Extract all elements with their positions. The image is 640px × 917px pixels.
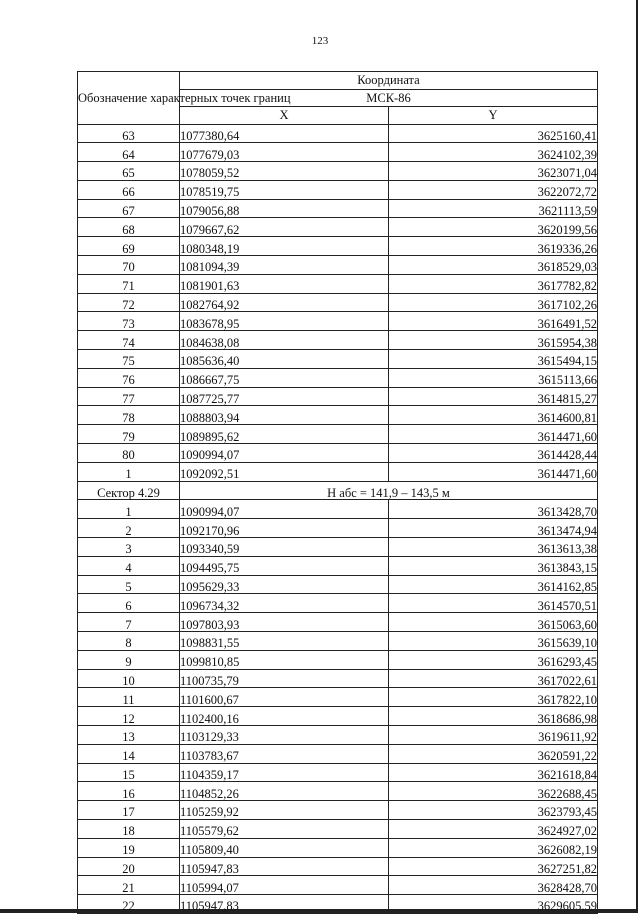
table-row (78, 462, 598, 481)
y-coordinate-cell: 3615639,10 (389, 632, 598, 651)
y-coordinate-cell: 3614428,44 (389, 444, 598, 463)
y-coordinate-cell: 3614471,60 (389, 425, 598, 444)
y-coordinate-cell: 3614162,85 (389, 575, 598, 594)
point-number-cell: 6 (78, 594, 180, 613)
table-row (78, 707, 598, 726)
table-row (78, 331, 598, 350)
y-coordinate-cell: 3614570,51 (389, 594, 598, 613)
x-coordinate-cell: 1078519,75 (180, 180, 389, 199)
y-coordinate-cell: 3616293,45 (389, 650, 598, 669)
point-number-cell: 14 (78, 744, 180, 763)
point-number-cell: 70 (78, 256, 180, 275)
point-number-cell: 74 (78, 331, 180, 350)
y-coordinate-cell: 3615113,66 (389, 368, 598, 387)
x-coordinate-cell: 1084638,08 (180, 331, 389, 350)
table-row (78, 500, 598, 519)
header-system-label: МСК-86 (180, 89, 598, 107)
y-coordinate-cell: 3623071,04 (389, 162, 598, 181)
y-coordinate-cell: 3621113,59 (389, 199, 598, 218)
y-coordinate-cell: 3623793,45 (389, 801, 598, 820)
table-row (78, 669, 598, 688)
y-coordinate-cell: 3618529,03 (389, 256, 598, 275)
point-number-cell: 5 (78, 575, 180, 594)
y-coordinate-cell: 3622688,45 (389, 782, 598, 801)
point-number-cell: 15 (78, 763, 180, 782)
table-row (78, 782, 598, 801)
y-coordinate-cell: 3616491,52 (389, 312, 598, 331)
table-row (78, 857, 598, 876)
x-coordinate-cell: 1103129,33 (180, 726, 389, 745)
y-coordinate-cell: 3613613,38 (389, 538, 598, 557)
point-number-cell: 16 (78, 782, 180, 801)
table-row (78, 744, 598, 763)
point-number-cell: 18 (78, 819, 180, 838)
point-number-cell: 20 (78, 857, 180, 876)
table-row (78, 143, 598, 162)
x-coordinate-cell: 1083678,95 (180, 312, 389, 331)
x-coordinate-cell: 1101600,67 (180, 688, 389, 707)
table-row (78, 274, 598, 293)
y-coordinate-cell: 3620591,22 (389, 744, 598, 763)
y-coordinate-cell: 3617022,61 (389, 669, 598, 688)
table-row (78, 519, 598, 538)
point-number-cell: 13 (78, 726, 180, 745)
table-row (78, 256, 598, 275)
point-number-cell: 19 (78, 838, 180, 857)
sector-row (78, 481, 598, 500)
table-row (78, 350, 598, 369)
table-row (78, 425, 598, 444)
y-coordinate-cell: 3629605,59 (389, 895, 598, 914)
x-coordinate-cell: 1105579,62 (180, 819, 389, 838)
x-coordinate-cell: 1081901,63 (180, 274, 389, 293)
x-coordinate-cell: 1088803,94 (180, 406, 389, 425)
y-coordinate-cell: 3627251,82 (389, 857, 598, 876)
table-row (78, 312, 598, 331)
table-body-sector-4-29 (78, 500, 598, 914)
x-coordinate-cell: 1104852,26 (180, 782, 389, 801)
coordinates-table (77, 71, 598, 914)
x-coordinate-cell: 1105259,92 (180, 801, 389, 820)
point-number-cell: 7 (78, 613, 180, 632)
y-coordinate-cell: 3615494,15 (389, 350, 598, 369)
x-coordinate-cell: 1079056,88 (180, 199, 389, 218)
y-coordinate-cell: 3619611,92 (389, 726, 598, 745)
table-row (78, 406, 598, 425)
point-number-cell: 69 (78, 237, 180, 256)
header-x-label: X (180, 107, 389, 125)
point-number-cell: 10 (78, 669, 180, 688)
point-number-cell: 79 (78, 425, 180, 444)
x-coordinate-cell: 1079667,62 (180, 218, 389, 237)
point-number-cell: 64 (78, 143, 180, 162)
x-coordinate-cell: 1087725,77 (180, 387, 389, 406)
table-row (78, 650, 598, 669)
x-coordinate-cell: 1092092,51 (180, 462, 389, 481)
x-coordinate-cell: 1105947,83 (180, 895, 389, 914)
y-coordinate-cell: 3614600,81 (389, 406, 598, 425)
x-coordinate-cell: 1080348,19 (180, 237, 389, 256)
y-coordinate-cell: 3617822,10 (389, 688, 598, 707)
header-point-label: Обозначение характерных точек границ (78, 72, 180, 125)
table-row (78, 876, 598, 895)
table-row (78, 801, 598, 820)
table-row (78, 293, 598, 312)
table-body-first-sector (78, 124, 598, 481)
table-row (78, 763, 598, 782)
sector-title: Н абс = 141,9 – 143,5 м (180, 481, 598, 500)
y-coordinate-cell: 3626082,19 (389, 838, 598, 857)
x-coordinate-cell: 1099810,85 (180, 650, 389, 669)
point-number-cell: 78 (78, 406, 180, 425)
y-coordinate-cell: 3613474,94 (389, 519, 598, 538)
y-coordinate-cell: 3628428,70 (389, 876, 598, 895)
table-row (78, 556, 598, 575)
y-coordinate-cell: 3613843,15 (389, 556, 598, 575)
y-coordinate-cell: 3614815,27 (389, 387, 598, 406)
x-coordinate-cell: 1097803,93 (180, 613, 389, 632)
x-coordinate-cell: 1105994,07 (180, 876, 389, 895)
page-number: 123 (311, 35, 329, 47)
y-coordinate-cell: 3617782,82 (389, 274, 598, 293)
x-coordinate-cell: 1096734,32 (180, 594, 389, 613)
table-row (78, 895, 598, 914)
point-number-cell: 65 (78, 162, 180, 181)
x-coordinate-cell: 1077679,03 (180, 143, 389, 162)
table-row (78, 237, 598, 256)
x-coordinate-cell: 1081094,39 (180, 256, 389, 275)
header-coord-label: Координата (180, 72, 598, 90)
table-row (78, 162, 598, 181)
y-coordinate-cell: 3624927,02 (389, 819, 598, 838)
x-coordinate-cell: 1100735,79 (180, 669, 389, 688)
point-number-cell: 3 (78, 538, 180, 557)
point-number-cell: 68 (78, 218, 180, 237)
header-y-label: Y (389, 107, 598, 125)
y-coordinate-cell: 3619336,26 (389, 237, 598, 256)
point-number-cell: 1 (78, 500, 180, 519)
y-coordinate-cell: 3620199,56 (389, 218, 598, 237)
x-coordinate-cell: 1103783,67 (180, 744, 389, 763)
x-coordinate-cell: 1085636,40 (180, 350, 389, 369)
table-row (78, 726, 598, 745)
table-row (78, 575, 598, 594)
x-coordinate-cell: 1102400,16 (180, 707, 389, 726)
point-number-cell: 12 (78, 707, 180, 726)
point-number-cell: 4 (78, 556, 180, 575)
y-coordinate-cell: 3613428,70 (389, 500, 598, 519)
x-coordinate-cell: 1092170,96 (180, 519, 389, 538)
x-coordinate-cell: 1098831,55 (180, 632, 389, 651)
y-coordinate-cell: 3615063,60 (389, 613, 598, 632)
x-coordinate-cell: 1090994,07 (180, 500, 389, 519)
point-number-cell: 67 (78, 199, 180, 218)
point-number-cell: 8 (78, 632, 180, 651)
table-row (78, 594, 598, 613)
point-number-cell: 75 (78, 350, 180, 369)
x-coordinate-cell: 1093340,59 (180, 538, 389, 557)
table-row (78, 632, 598, 651)
y-coordinate-cell: 3622072,72 (389, 180, 598, 199)
point-number-cell: 71 (78, 274, 180, 293)
point-number-cell: 80 (78, 444, 180, 463)
table-row (78, 688, 598, 707)
x-coordinate-cell: 1090994,07 (180, 444, 389, 463)
x-coordinate-cell: 1105809,40 (180, 838, 389, 857)
x-coordinate-cell: 1078059,52 (180, 162, 389, 181)
table-row (78, 124, 598, 143)
y-coordinate-cell: 3615954,38 (389, 331, 598, 350)
table-row (78, 218, 598, 237)
y-coordinate-cell: 3621618,84 (389, 763, 598, 782)
point-number-cell: 1 (78, 462, 180, 481)
x-coordinate-cell: 1089895,62 (180, 425, 389, 444)
point-number-cell: 2 (78, 519, 180, 538)
x-coordinate-cell: 1095629,33 (180, 575, 389, 594)
x-coordinate-cell: 1104359,17 (180, 763, 389, 782)
point-number-cell: 21 (78, 876, 180, 895)
point-number-cell: 73 (78, 312, 180, 331)
table-row (78, 180, 598, 199)
sector-label: Сектор 4.29 (78, 481, 180, 500)
point-number-cell: 77 (78, 387, 180, 406)
point-number-cell: 66 (78, 180, 180, 199)
table-row (78, 613, 598, 632)
point-number-cell: 72 (78, 293, 180, 312)
point-number-cell: 76 (78, 368, 180, 387)
sector-row-group (78, 481, 598, 500)
point-number-cell: 9 (78, 650, 180, 669)
table-row (78, 199, 598, 218)
x-coordinate-cell: 1082764,92 (180, 293, 389, 312)
y-coordinate-cell: 3614471,60 (389, 462, 598, 481)
point-number-cell: 17 (78, 801, 180, 820)
y-coordinate-cell: 3625160,41 (389, 124, 598, 143)
x-coordinate-cell: 1105947,83 (180, 857, 389, 876)
y-coordinate-cell: 3617102,26 (389, 293, 598, 312)
point-number-cell: 22 (78, 895, 180, 914)
y-coordinate-cell: 3624102,39 (389, 143, 598, 162)
x-coordinate-cell: 1094495,75 (180, 556, 389, 575)
table-row (78, 444, 598, 463)
table-row (78, 538, 598, 557)
point-number-cell: 63 (78, 124, 180, 143)
table-row (78, 368, 598, 387)
y-coordinate-cell: 3618686,98 (389, 707, 598, 726)
table-row (78, 819, 598, 838)
table-header (78, 72, 598, 125)
x-coordinate-cell: 1086667,75 (180, 368, 389, 387)
x-coordinate-cell: 1077380,64 (180, 124, 389, 143)
table-row (78, 387, 598, 406)
table-row (78, 838, 598, 857)
point-number-cell: 11 (78, 688, 180, 707)
